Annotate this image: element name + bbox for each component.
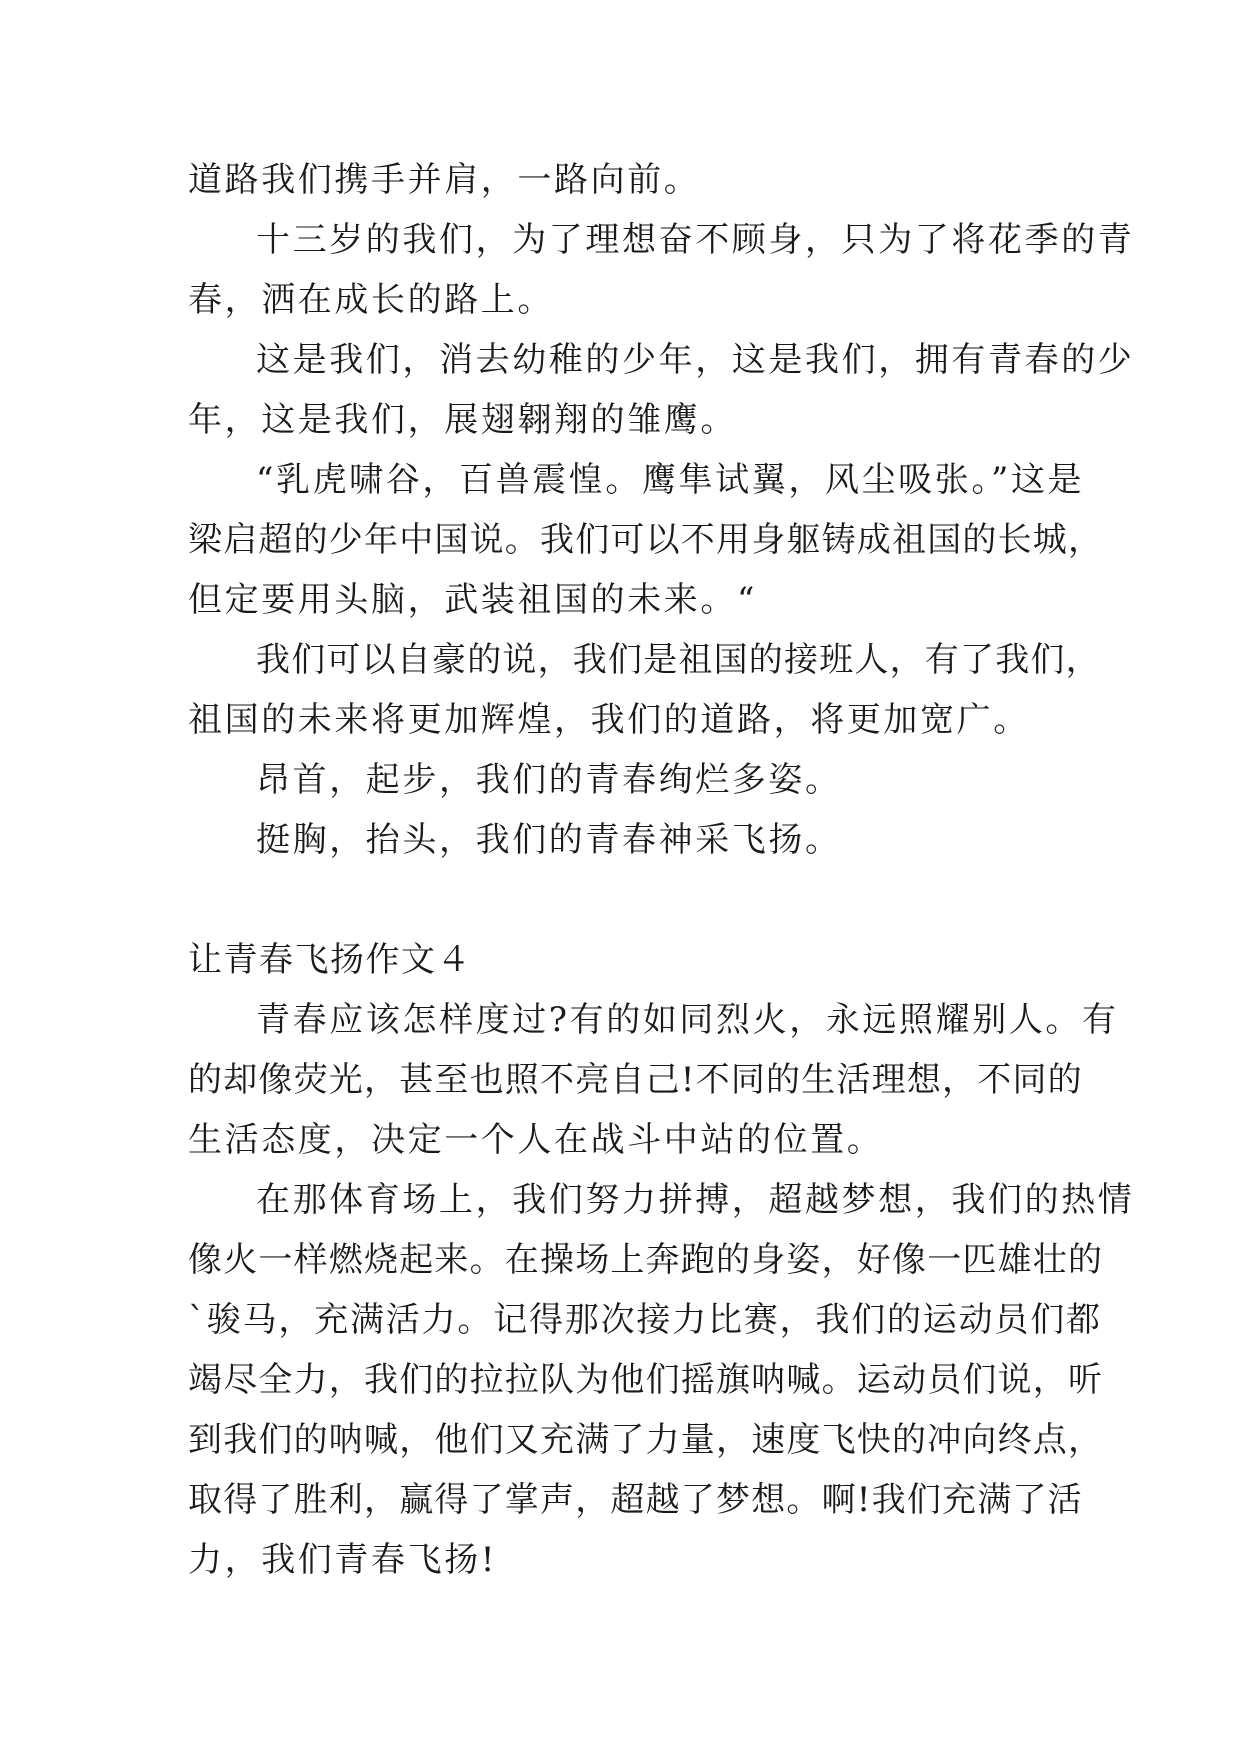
paragraph-line: 到我们的呐喊，他们又充满了力量，速度飞快的冲向终点， — [188, 1420, 1104, 1460]
paragraph-line: 这是我们，消去幼稚的少年，这是我们，拥有青春的少 — [256, 340, 1135, 380]
paragraph-line: 昂首，起步，我们的青春绚烂多姿。 — [256, 760, 842, 800]
paragraph-line: 十三岁的我们，为了理想奋不顾身，只为了将花季的青 — [256, 220, 1135, 260]
paragraph-line: 挺胸，抬头，我们的青春神采飞扬。 — [256, 820, 842, 860]
section-gap — [188, 870, 1058, 930]
paragraph-line: 生活态度，决定一个人在战斗中站的位置。 — [188, 1120, 884, 1160]
paragraph-line: 祖国的未来将更加辉煌，我们的道路，将更加宽广。 — [188, 700, 1030, 740]
paragraph-line: “乳虎啸谷，百兽震惶。鹰隼试翼，风尘吸张。”这是 — [256, 460, 1085, 500]
paragraph-line: 的却像荧光，甚至也照不亮自己!不同的生活理想，不同的 — [188, 1060, 1083, 1100]
paragraph-line: 梁启超的少年中国说。我们可以不用身躯铸成祖国的长城， — [188, 520, 1104, 560]
paragraph-line: 但定要用头脑，武装祖国的未来。“ — [188, 580, 757, 620]
paragraph-line: 青春应该怎样度过?有的如同烈火，永远照耀别人。有 — [256, 1000, 1119, 1040]
paragraph-line: 竭尽全力，我们的拉拉队为他们摇旗呐喊。运动员们说，听 — [188, 1360, 1104, 1400]
document-page — [188, 150, 1135, 1590]
paragraph-line: 道路我们携手并肩，一路向前。 — [188, 160, 701, 200]
paragraph-line: 力，我们青春飞扬! — [188, 1540, 498, 1580]
paragraph-line: `骏马，充满活力。记得那次接力比赛，我们的运动员们都 — [188, 1300, 1102, 1340]
paragraph-line: 取得了胜利，赢得了掌声，超越了梦想。啊!我们充满了活 — [188, 1480, 1083, 1520]
paragraph-line: 在那体育场上，我们努力拼搏，超越梦想，我们的热情 — [256, 1180, 1135, 1220]
section-heading: 让青春飞扬作文４ — [188, 940, 472, 980]
paragraph-line: 我们可以自豪的说，我们是祖国的接班人，有了我们， — [256, 640, 1101, 680]
paragraph-line: 春，洒在成长的路上。 — [188, 280, 554, 320]
paragraph-line: 像火一样燃烧起来。在操场上奔跑的身姿，好像一匹雄壮的 — [188, 1240, 1104, 1280]
paragraph-line: 年，这是我们，展翅翱翔的雏鹰。 — [188, 400, 737, 440]
